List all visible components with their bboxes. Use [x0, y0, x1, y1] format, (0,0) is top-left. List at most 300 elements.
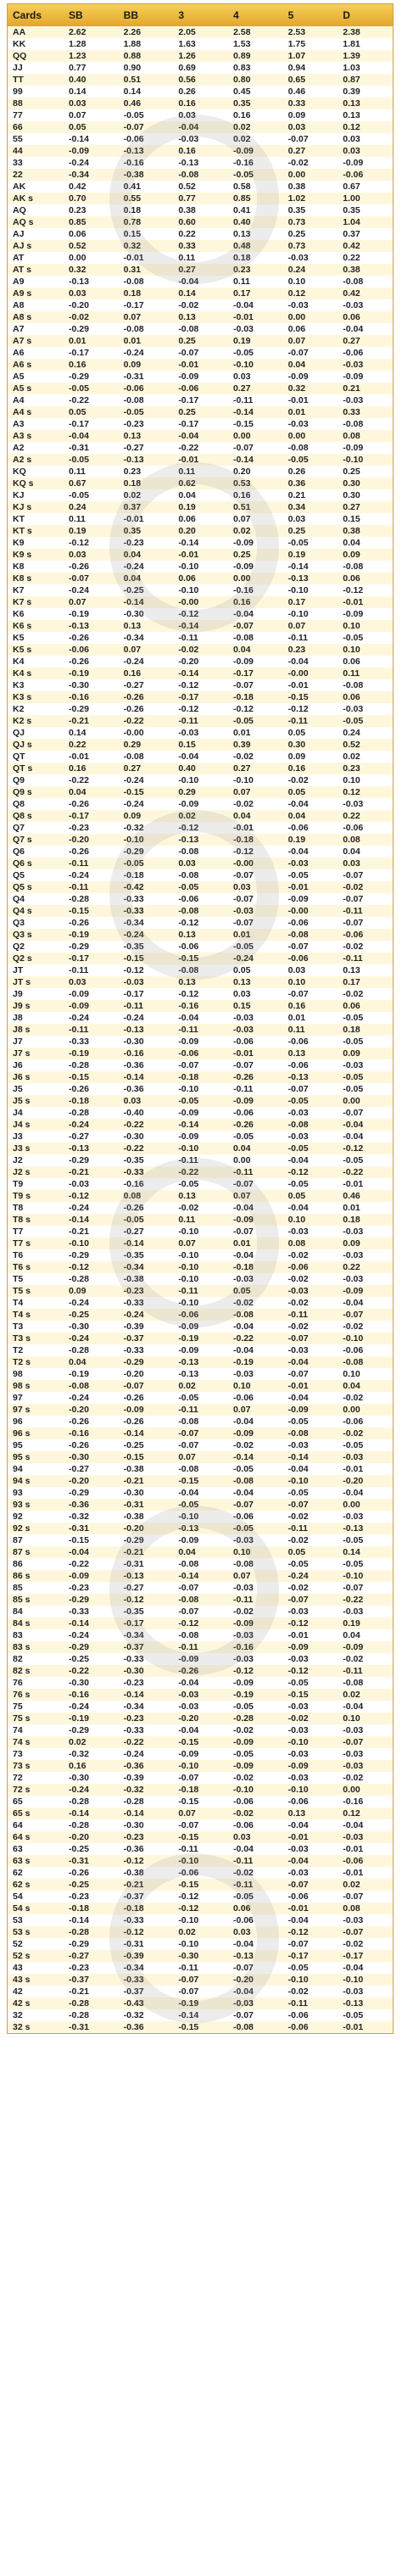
cards-cell: Q4 s	[8, 905, 64, 917]
value-cell: 0.77	[173, 193, 228, 204]
value-cell: -0.07	[338, 1926, 393, 1938]
table-row	[8, 1024, 393, 1036]
value-cell: -0.15	[64, 905, 119, 917]
value-cell: -0.15	[119, 786, 174, 798]
value-cell: -0.08	[283, 1428, 338, 1439]
table-row	[8, 691, 393, 703]
value-cell: -0.05	[228, 1131, 283, 1143]
value-cell: -0.07	[228, 2009, 283, 2021]
value-cell: 0.07	[283, 620, 338, 632]
value-cell: -0.05	[338, 632, 393, 644]
value-cell: -0.12	[173, 917, 228, 929]
value-cell: -0.29	[64, 1154, 119, 1166]
value-cell: -0.30	[173, 1950, 228, 1962]
value-cell: 0.15	[228, 1000, 283, 1012]
value-cell: -0.03	[283, 1439, 338, 1451]
header-sb: SB	[64, 4, 119, 26]
table-row	[8, 454, 393, 466]
value-cell: 0.15	[338, 513, 393, 525]
table-row	[8, 1689, 393, 1701]
value-cell: -0.04	[283, 1819, 338, 1831]
value-cell: -0.11	[173, 1404, 228, 1416]
value-cell: -0.14	[119, 1238, 174, 1249]
value-cell: -0.11	[64, 964, 119, 976]
value-cell: -0.06	[338, 1416, 393, 1428]
value-cell: 0.02	[228, 133, 283, 145]
value-cell: -0.33	[119, 1344, 174, 1356]
value-cell: 1.28	[64, 38, 119, 50]
value-cell: -0.03	[283, 1131, 338, 1143]
value-cell: -0.06	[338, 822, 393, 834]
value-cell: 0.51	[119, 74, 174, 86]
value-cell: -0.07	[173, 1059, 228, 1071]
value-cell: 1.00	[338, 193, 393, 204]
table-row	[8, 121, 393, 133]
value-cell: -0.04	[283, 1202, 338, 1214]
cards-cell: K8 s	[8, 573, 64, 584]
value-cell: 0.02	[338, 1879, 393, 1891]
table-row	[8, 679, 393, 691]
poker-stats-table	[8, 4, 393, 2033]
value-cell: -0.29	[119, 1356, 174, 1368]
value-cell: -0.09	[173, 1131, 228, 1143]
value-cell: -0.06	[283, 1036, 338, 1048]
value-cell: 0.20	[228, 466, 283, 478]
value-cell: 0.13	[283, 1048, 338, 1059]
value-cell: 0.12	[338, 121, 393, 133]
value-cell: 0.13	[338, 964, 393, 976]
value-cell: 0.00	[338, 1095, 393, 1107]
value-cell: -0.36	[119, 1843, 174, 1855]
cards-cell: 83	[8, 1629, 64, 1641]
value-cell: -0.28	[64, 1796, 119, 1808]
value-cell: 0.07	[228, 1570, 283, 1582]
cards-cell: A2 s	[8, 454, 64, 466]
value-cell: 0.32	[119, 240, 174, 252]
value-cell: -0.28	[64, 893, 119, 905]
value-cell: -0.15	[173, 1475, 228, 1487]
value-cell: -0.38	[119, 1463, 174, 1475]
cards-cell: 52	[8, 1938, 64, 1950]
value-cell: -0.02	[283, 1249, 338, 1261]
value-cell: -0.05	[228, 715, 283, 727]
value-cell: -0.09	[64, 1570, 119, 1582]
value-cell: 0.13	[228, 228, 283, 240]
value-cell: -0.05	[228, 1891, 283, 1903]
cards-cell: 65 s	[8, 1808, 64, 1819]
cards-cell: QT	[8, 751, 64, 763]
value-cell: -0.34	[119, 1701, 174, 1713]
value-cell: -0.13	[119, 454, 174, 466]
cards-cell: 84 s	[8, 1618, 64, 1629]
value-cell: -0.05	[64, 454, 119, 466]
value-cell: 0.05	[283, 1190, 338, 1202]
value-cell: 0.22	[64, 739, 119, 751]
value-cell: -0.06	[228, 1819, 283, 1831]
value-cell: -0.06	[173, 1309, 228, 1321]
value-cell: -0.08	[283, 1119, 338, 1131]
value-cell: 0.09	[338, 1048, 393, 1059]
value-cell: -0.04	[338, 323, 393, 335]
table-row	[8, 181, 393, 193]
value-cell: -0.03	[228, 1012, 283, 1024]
value-cell: 0.53	[228, 478, 283, 489]
cards-cell: 76	[8, 1677, 64, 1689]
value-cell: -0.28	[64, 1998, 119, 2009]
value-cell: 0.06	[338, 1000, 393, 1012]
table-row	[8, 1238, 393, 1249]
value-cell: -0.13	[173, 1523, 228, 1534]
cards-cell: T7	[8, 1226, 64, 1238]
value-cell: -0.16	[338, 1796, 393, 1808]
value-cell: -0.37	[119, 1986, 174, 1998]
value-cell: 0.56	[173, 74, 228, 86]
value-cell: -0.03	[64, 1178, 119, 1190]
value-cell: -0.23	[119, 1677, 174, 1689]
value-cell: -0.31	[119, 371, 174, 383]
value-cell: -0.14	[173, 620, 228, 632]
value-cell: -0.03	[283, 1226, 338, 1238]
value-cell: -0.16	[64, 691, 119, 703]
cards-cell: J5 s	[8, 1095, 64, 1107]
value-cell: -0.09	[228, 1618, 283, 1629]
value-cell: -0.29	[64, 1938, 119, 1950]
cards-cell: 92	[8, 1511, 64, 1523]
value-cell: -0.12	[119, 1594, 174, 1606]
value-cell: -0.08	[173, 1594, 228, 1606]
table-row	[8, 1036, 393, 1048]
value-cell: -0.01	[64, 751, 119, 763]
table-row	[8, 1962, 393, 1974]
value-cell: 0.58	[228, 181, 283, 193]
value-cell: -0.05	[228, 1701, 283, 1713]
value-cell: -0.02	[338, 881, 393, 893]
table-row	[8, 1107, 393, 1119]
value-cell: -0.11	[338, 953, 393, 964]
value-cell: -0.16	[228, 157, 283, 169]
value-cell: -0.22	[119, 715, 174, 727]
value-cell: 0.69	[173, 62, 228, 74]
value-cell: 1.23	[64, 50, 119, 62]
table-row	[8, 1083, 393, 1095]
value-cell: -0.26	[64, 1083, 119, 1095]
value-cell: -0.10	[173, 1143, 228, 1154]
value-cell: -0.10	[228, 774, 283, 786]
value-cell: -0.37	[64, 1974, 119, 1986]
table-row	[8, 1582, 393, 1594]
cards-cell: T5 s	[8, 1285, 64, 1297]
table-row	[8, 1285, 393, 1297]
value-cell: 0.26	[283, 466, 338, 478]
value-cell: -0.02	[64, 311, 119, 323]
value-cell: -0.03	[338, 1511, 393, 1523]
value-cell: 0.52	[338, 739, 393, 751]
cards-cell: K9	[8, 537, 64, 549]
cards-cell: 66	[8, 121, 64, 133]
value-cell: -0.08	[283, 929, 338, 941]
value-cell: -0.12	[119, 1855, 174, 1867]
value-cell: -0.13	[283, 1071, 338, 1083]
value-cell: 0.30	[338, 478, 393, 489]
value-cell: -0.22	[173, 442, 228, 454]
value-cell: -0.02	[283, 1713, 338, 1724]
value-cell: -0.03	[283, 1867, 338, 1879]
cards-cell: T9 s	[8, 1190, 64, 1202]
value-cell: 0.10	[228, 1380, 283, 1392]
value-cell: -0.01	[173, 359, 228, 371]
table-row	[8, 1416, 393, 1428]
value-cell: -0.03	[338, 1451, 393, 1463]
value-cell: -0.13	[173, 1368, 228, 1380]
value-cell: -0.24	[64, 584, 119, 596]
value-cell: 0.48	[228, 240, 283, 252]
value-cell: -0.03	[228, 1273, 283, 1285]
cards-cell: A7	[8, 323, 64, 335]
value-cell: -0.17	[64, 418, 119, 430]
value-cell: 0.01	[283, 406, 338, 418]
value-cell: -0.23	[64, 822, 119, 834]
cards-cell: 64 s	[8, 1831, 64, 1843]
value-cell: -0.16	[228, 1641, 283, 1653]
value-cell: -0.30	[119, 1487, 174, 1499]
value-cell: -0.24	[119, 1309, 174, 1321]
value-cell: -0.13	[173, 1356, 228, 1368]
cards-cell: 32 s	[8, 2021, 64, 2033]
value-cell: -0.03	[338, 703, 393, 715]
value-cell: -0.33	[119, 905, 174, 917]
value-cell: -0.02	[338, 988, 393, 1000]
value-cell: 0.25	[173, 335, 228, 347]
value-cell: -0.29	[64, 1249, 119, 1261]
value-cell: -0.11	[338, 1665, 393, 1677]
value-cell: -0.14	[64, 1914, 119, 1926]
value-cell: -0.19	[64, 929, 119, 941]
value-cell: -0.32	[64, 1511, 119, 1523]
cards-cell: T4 s	[8, 1309, 64, 1321]
value-cell: -0.13	[173, 157, 228, 169]
value-cell: 0.30	[338, 489, 393, 501]
table-row	[8, 50, 393, 62]
value-cell: -0.17	[64, 347, 119, 359]
cards-cell: J2	[8, 1154, 64, 1166]
cards-cell: Q7 s	[8, 834, 64, 846]
value-cell: 2.53	[283, 26, 338, 38]
value-cell: -0.01	[283, 1380, 338, 1392]
value-cell: 0.32	[64, 264, 119, 276]
value-cell: -0.10	[173, 1511, 228, 1523]
value-cell: -0.01	[173, 454, 228, 466]
value-cell: -0.05	[338, 1439, 393, 1451]
table-row	[8, 881, 393, 893]
value-cell: 0.03	[283, 964, 338, 976]
value-cell: -0.01	[338, 2021, 393, 2033]
table-row	[8, 1903, 393, 1914]
value-cell: -0.06	[173, 893, 228, 905]
value-cell: -0.17	[173, 394, 228, 406]
value-cell: -0.20	[228, 1974, 283, 1986]
value-cell: -0.07	[338, 1891, 393, 1903]
value-cell: -0.06	[283, 1891, 338, 1903]
value-cell: -0.15	[173, 2021, 228, 2033]
table-row	[8, 976, 393, 988]
value-cell: -0.29	[64, 1724, 119, 1736]
value-cell: 0.40	[173, 763, 228, 774]
value-cell: 0.23	[119, 466, 174, 478]
value-cell: -0.00	[283, 668, 338, 679]
value-cell: -0.01	[283, 1831, 338, 1843]
value-cell: -0.22	[338, 1594, 393, 1606]
value-cell: -0.14	[119, 596, 174, 608]
value-cell: 0.04	[283, 810, 338, 822]
table-row	[8, 751, 393, 763]
value-cell: -0.05	[338, 1534, 393, 1546]
value-cell: 0.73	[283, 216, 338, 228]
value-cell: -0.28	[64, 2009, 119, 2021]
cards-cell: KK	[8, 38, 64, 50]
cards-cell: A7 s	[8, 335, 64, 347]
value-cell: -0.25	[119, 1439, 174, 1451]
value-cell: 0.20	[173, 525, 228, 537]
table-row	[8, 1594, 393, 1606]
value-cell: 0.27	[119, 763, 174, 774]
value-cell: -0.03	[228, 1629, 283, 1641]
value-cell: -0.04	[173, 1677, 228, 1689]
cards-cell: 76 s	[8, 1689, 64, 1701]
value-cell: -0.02	[228, 751, 283, 763]
value-cell: -0.01	[228, 822, 283, 834]
value-cell: -0.10	[173, 1297, 228, 1309]
value-cell: 0.02	[173, 810, 228, 822]
value-cell: -0.26	[64, 1439, 119, 1451]
table-row	[8, 1178, 393, 1190]
cards-cell: 84	[8, 1606, 64, 1618]
value-cell: 0.21	[338, 383, 393, 394]
value-cell: -0.15	[173, 1796, 228, 1808]
value-cell: 0.04	[228, 810, 283, 822]
value-cell: -0.09	[228, 1760, 283, 1772]
table-row	[8, 1534, 393, 1546]
value-cell: 0.33	[338, 406, 393, 418]
value-cell: -0.03	[228, 1024, 283, 1036]
value-cell: 0.33	[283, 98, 338, 109]
value-cell: -0.05	[119, 1214, 174, 1226]
value-cell: 0.08	[338, 430, 393, 442]
value-cell: 0.37	[338, 228, 393, 240]
value-cell: -0.15	[173, 1831, 228, 1843]
cards-cell: 73	[8, 1748, 64, 1760]
value-cell: 0.03	[283, 513, 338, 525]
value-cell: -0.01	[283, 679, 338, 691]
value-cell: -0.05	[119, 858, 174, 869]
value-cell: 0.18	[228, 252, 283, 264]
value-cell: -0.09	[64, 145, 119, 157]
value-cell: -0.24	[228, 953, 283, 964]
value-cell: 0.85	[228, 193, 283, 204]
value-cell: -0.06	[338, 1344, 393, 1356]
value-cell: -0.30	[64, 1772, 119, 1784]
value-cell: -0.27	[64, 1131, 119, 1143]
table-row	[8, 276, 393, 288]
value-cell: -0.12	[64, 537, 119, 549]
cards-cell: 85 s	[8, 1594, 64, 1606]
table-row	[8, 74, 393, 86]
value-cell: -0.08	[173, 905, 228, 917]
value-cell: -0.11	[228, 1166, 283, 1178]
cards-cell: T7 s	[8, 1238, 64, 1249]
cards-cell: A4 s	[8, 406, 64, 418]
value-cell: -0.02	[283, 774, 338, 786]
value-cell: -0.26	[64, 798, 119, 810]
value-cell: -0.04	[283, 1356, 338, 1368]
value-cell: -0.01	[119, 513, 174, 525]
value-cell: -0.24	[119, 1012, 174, 1024]
value-cell: -0.04	[64, 1546, 119, 1558]
cards-cell: Q6	[8, 846, 64, 858]
value-cell: -0.10	[338, 1974, 393, 1986]
value-cell: -0.23	[64, 1582, 119, 1594]
value-cell: -0.18	[228, 691, 283, 703]
value-cell: 0.02	[228, 121, 283, 133]
value-cell: -0.12	[338, 1143, 393, 1154]
cards-cell: T8 s	[8, 1214, 64, 1226]
value-cell: 0.24	[64, 501, 119, 513]
value-cell: -0.10	[228, 1784, 283, 1796]
cards-cell: J4 s	[8, 1119, 64, 1131]
value-cell: -0.04	[283, 1914, 338, 1926]
value-cell: -0.12	[173, 1891, 228, 1903]
value-cell: 0.08	[283, 1238, 338, 1249]
table-row	[8, 1998, 393, 2009]
value-cell: -0.38	[119, 1273, 174, 1285]
value-cell: -0.01	[173, 549, 228, 561]
cards-cell: 73 s	[8, 1760, 64, 1772]
cards-cell: QT s	[8, 763, 64, 774]
value-cell: 0.27	[228, 383, 283, 394]
value-cell: 0.04	[119, 573, 174, 584]
cards-cell: A8	[8, 299, 64, 311]
value-cell: -0.13	[338, 1998, 393, 2009]
value-cell: -0.24	[64, 1392, 119, 1404]
value-cell: 0.03	[228, 988, 283, 1000]
value-cell: -0.09	[228, 145, 283, 157]
table-row	[8, 513, 393, 525]
value-cell: -0.10	[173, 561, 228, 573]
value-cell: 0.02	[338, 1689, 393, 1701]
value-cell: -0.08	[338, 679, 393, 691]
value-cell: -0.08	[173, 323, 228, 335]
value-cell: 0.27	[283, 145, 338, 157]
value-cell: -0.07	[228, 442, 283, 454]
value-cell: -0.04	[283, 1855, 338, 1867]
value-cell: -0.01	[338, 596, 393, 608]
value-cell: -0.02	[283, 1534, 338, 1546]
value-cell: -0.03	[283, 858, 338, 869]
cards-cell: T3 s	[8, 1333, 64, 1344]
value-cell: -0.30	[119, 1036, 174, 1048]
table-row	[8, 1523, 393, 1534]
cards-cell: AK s	[8, 193, 64, 204]
value-cell: 0.05	[283, 1546, 338, 1558]
table-row	[8, 1012, 393, 1024]
value-cell: -0.03	[338, 1226, 393, 1238]
value-cell: -0.03	[338, 394, 393, 406]
value-cell: -0.04	[338, 1487, 393, 1499]
value-cell: -0.34	[119, 1629, 174, 1641]
table-row	[8, 240, 393, 252]
value-cell: -0.11	[173, 1962, 228, 1974]
value-cell: 0.23	[64, 204, 119, 216]
value-cell: -0.10	[338, 1333, 393, 1344]
